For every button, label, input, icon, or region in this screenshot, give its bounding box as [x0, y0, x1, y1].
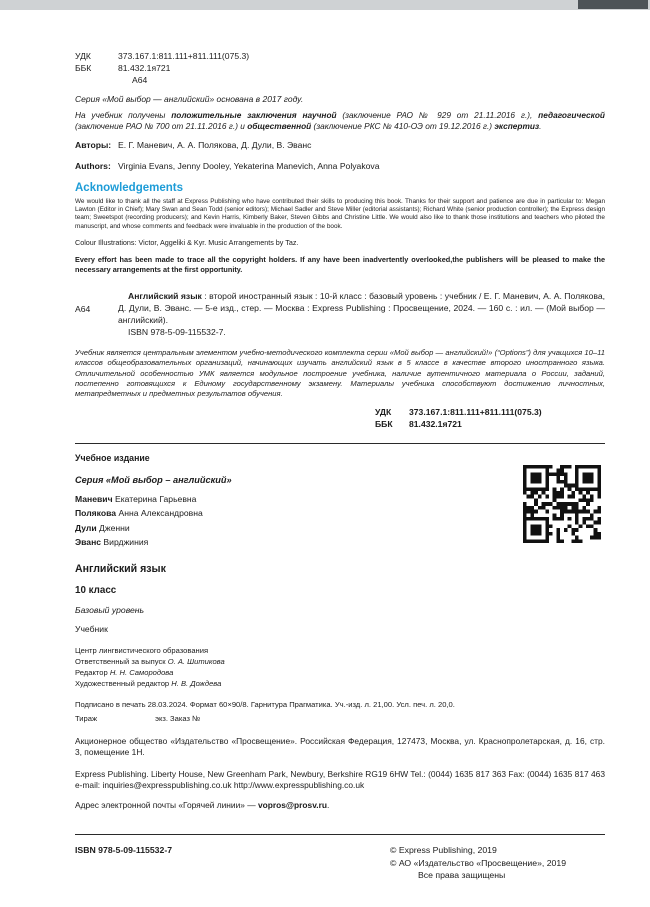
edition-type: Учебник	[75, 623, 108, 634]
catalog-code: А64	[75, 303, 91, 314]
catalog-entry	[75, 291, 605, 339]
author-name-line: Полякова Анна Александровна	[75, 508, 203, 519]
staff-line: Художественный редактор Н. В. Дождева	[75, 678, 222, 688]
bbk-right-value: 81.432.1я721	[409, 419, 462, 430]
footer-isbn: ISBN 978-5-09-115532-7	[75, 845, 173, 856]
catalog-description: Английский язык : второй иностранный язык : 10-й класс : базовый уровень : учебник / Е. Г. Маневич, А. А. Полякова, Д. Дули, В. Эванс. — 5-е изд., стер. — Москва : Express Publishing : Просвещение, 2024. — 160 с. : ил. — (Мой выбор — английский).	[118, 290, 606, 325]
series-founded-note: Серия «Мой выбор — английский» основана в 2017 году.	[75, 93, 304, 104]
bbk-right-line	[375, 418, 605, 430]
grade: 10 класс	[75, 584, 117, 596]
acknowledgements-body: We would like to thank all the staff at Express Publishing who have contributed their skills to producing this book. Thanks for their support and patience are due in particular to: Megan Lawton (Editor in Chief); Mary Swan and Sean Todd (senior editors); Michael Sadler and Steve Miller (editorial assistants); Richard White (senior production controller); the Express design team; Sweetspot (recording producers); and Kevin Harris, Kimberly Baker, Steven Gibbs and Christine Little. We would also like to thank those institutions and teachers who piloted the manuscript, and whose comments and feedback were invaluable in the production of the book.	[75, 197, 605, 230]
catalog-isbn: ISBN 978-5-09-115532-7.	[128, 327, 226, 338]
edition-section	[75, 453, 605, 811]
annotation: Учебник является центральным элементом учебно-методического комплекта серии «Мой выбор — английский!» (“Options”) для учащихся 10–11 классов общеобразовательных организаций, начинающих изучать английский язык в 5 классе в качестве второго иностранного языка. Отличительной особенностью УМК является модульное построение учебника, наличие аутентичного материала о России, заданий, постепенно готовящихся к Единому государственному экзамену. Материалы учебника способствуют достижению личностных, метапредметных и предметных результатов обучения.	[75, 348, 605, 398]
tirazh-label: Тираж	[75, 713, 98, 723]
authors-ru-line	[75, 140, 605, 151]
publisher-ru: Акционерное общество «Издательство «Просвещение». Российская Федерация, 127473, Москва, ул. Краснопролетарская, д. 16, стр. 3, помещение 1Н.	[75, 735, 605, 758]
section-divider	[75, 443, 605, 444]
top-strip-dark-mark	[578, 0, 648, 9]
edition-series: Серия «Мой выбор – английский»	[75, 474, 232, 485]
hotline-line: Адрес электронной почты «Горячей линии» — vopros@prosv.ru.	[75, 800, 330, 811]
a64-line	[75, 74, 605, 86]
expertise-note: На учебник получены положительные заключения научной (заключение РАО № 929 от 21.11.2016 г.), педагогической (заключение РАО № 700 от 21.11.2016 г.) и общественной (заключение РКС № 410-ОЭ от 19.12.2016 г.) экспертиз.	[75, 109, 605, 131]
udk-label: УДК	[75, 51, 91, 61]
copyright-block	[390, 844, 605, 881]
footer-divider	[75, 834, 605, 835]
edition-heading: Учебное издание	[75, 452, 150, 463]
author-name-line: Дули Дженни	[75, 522, 130, 533]
staff-line: Ответственный за выпуск О. А. Шитикова	[75, 656, 225, 666]
colour-illustrations-note: Colour Illustrations: Victor, Aggeliki & Kyr. Music Arrangements by Taz.	[75, 238, 299, 248]
print-info-line: Подписано в печать 28.03.2024. Формат 60×90/8. Гарнитура Прагматика. Уч.-изд. л. 21,00. Усл. печ. л. 20,0.	[75, 699, 455, 709]
copyright-prosv: © АО «Издательство «Просвещение», 2019	[390, 857, 567, 868]
udk-bbk-right-block	[75, 406, 605, 430]
udk-line	[75, 50, 605, 62]
publisher-en: Express Publishing. Liberty House, New Greenham Park, Newbury, Berkshire RG19 6HW Tel.: (0044) 1635 817 363 Fax: (0044) 1635 817 463 e-mail: inquiries@expresspublishing.co.uk http://www.expresspublishing.co.uk	[75, 768, 605, 790]
bbk-label: ББК	[75, 63, 92, 74]
staff-line: Редактор Н. Н. Самородова	[75, 667, 174, 677]
level: Базовый уровень	[75, 604, 145, 615]
publishing-staff-block	[75, 645, 605, 689]
publishing-center: Центр лингвистического образования	[75, 645, 209, 655]
authors-ru-value: Е. Г. Маневич, А. А. Полякова, Д. Дули, В. Эванс	[118, 140, 312, 151]
acknowledgements-title: Acknowledgements	[75, 181, 183, 194]
footer-block	[75, 822, 605, 881]
copyright-trace-notice: Every effort has been made to trace all the copyright holders. If any have been inadvertently overlooked,the publishers will be pleased to make the necessary arrangements at the first opportunity.	[75, 255, 605, 274]
qr-code	[523, 465, 601, 543]
author-name-line: Маневич Екатерина Гарьевна	[75, 493, 197, 504]
bbk-value: 81.432.1я721	[118, 63, 171, 74]
udk-right-label: УДК	[375, 407, 392, 418]
book-title: Английский язык	[75, 562, 166, 575]
rights-reserved: Все права защищены	[418, 869, 506, 880]
authors-en-value: Virginia Evans, Jenny Dooley, Yekaterina Manevich, Anna Polyakova	[118, 160, 380, 171]
tirazh-line	[75, 714, 605, 723]
copyright-express: © Express Publishing, 2019	[390, 845, 497, 856]
authors-en-label: Authors:	[75, 160, 111, 171]
zakaz-label: экз. Заказ №	[155, 713, 201, 723]
udk-right-line	[375, 406, 605, 418]
top-strip	[0, 0, 650, 10]
imprint-page	[0, 10, 650, 907]
udk-value: 373.167.1:811.111+811.111(075.3)	[118, 51, 250, 61]
a64-code: А64	[132, 75, 148, 86]
author-name-line: Эванс Вирджиния	[75, 537, 149, 548]
udk-right-value: 373.167.1:811.111+811.111(075.3)	[409, 407, 542, 418]
authors-en-line	[75, 161, 605, 172]
bbk-right-label: ББК	[375, 419, 393, 430]
bbk-line	[75, 62, 605, 74]
authors-ru-label: Авторы:	[75, 140, 112, 151]
